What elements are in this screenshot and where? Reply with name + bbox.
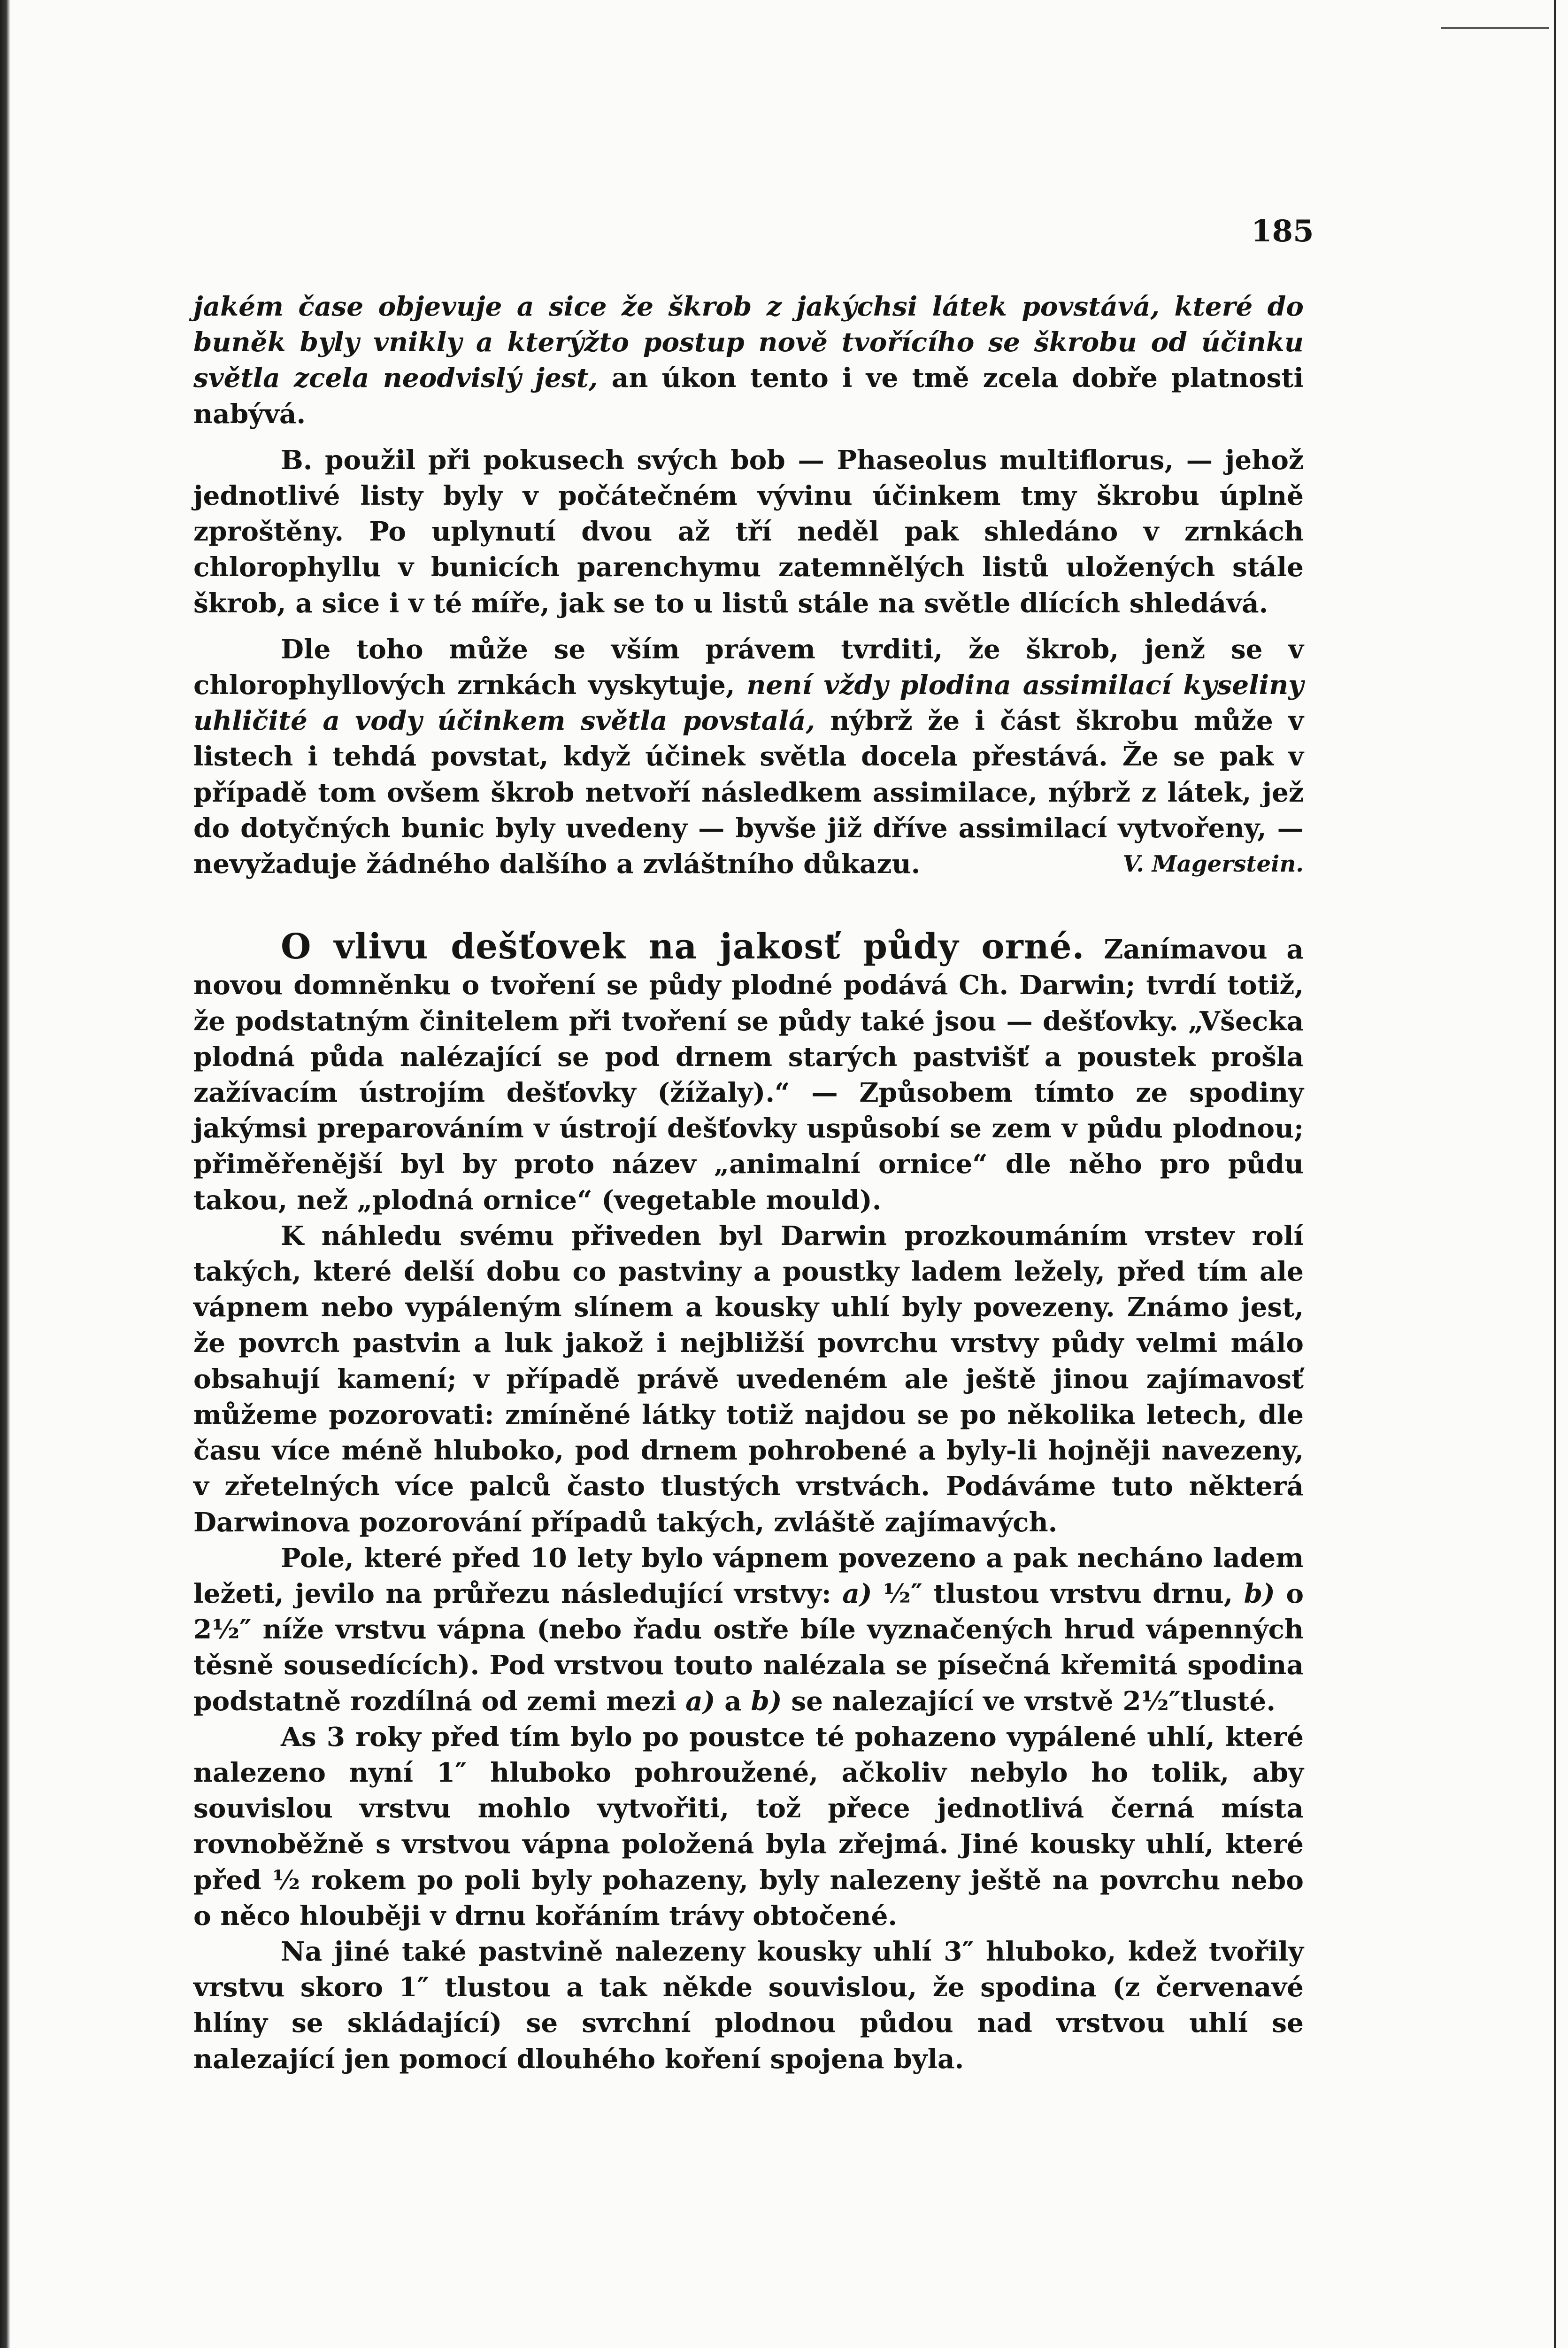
measure-one-inch: 1″ [436,1757,467,1788]
paragraph-3-start: Dle toho může se vším právem tvrditi, že škrob, jenž se v chlorophyllových zrnkách vyskytuje, [193,633,1304,701]
paragraph-phaseolus: B. použil při pokusech svých bob — Phaseolus multiflorus, — jehož jednotlivé listy byly v počátečném vývinu účinkem tmy škrobu úplně zproštěny. Po uplynutí dvou až tří neděl pak shledáno v zrnkách chlorophyllu v bunicích parenchymu zatemnělých listů uložených stále škrob, a sice i v té míře, jak se to u listů stále na světle dlících shledává. [193,444,1304,619]
label-a: a) [842,1578,872,1609]
paragraph-continuation [193,289,1304,432]
page-body [193,289,1304,2077]
measure-half-inch: ½″ [883,1578,923,1609]
text-run: níže vrstvu vápna (nebo řadu ostře bíle vyznačených hrud vápenných těsně sousedících). Pod vrstvou touto nalézala se písečná křemitá spodina podstatně rozdílná od zemi mezi [193,1614,1304,1717]
section-intro [193,929,1304,1218]
text-run: tlustou vrstvu drnu, [933,1578,1233,1609]
text-run: hluboko, kdež tvořily vrstvu skoro [193,1936,1304,2003]
scan-right-edge [1554,0,1556,2348]
measure-one-inch: 1″ [399,1972,429,2003]
scan-left-edge [0,0,10,2348]
text-run: tlusté. [1180,1685,1276,1717]
section-heading: O vlivu dešťovek na jakosť půdy orné. [281,927,1085,967]
text-run: se nalezající ve vrstvě [791,1685,1114,1717]
text-run: a [724,1685,742,1717]
paragraph-coal [193,1719,1304,1934]
paragraph-1-italic: jakém čase objevuje a sice že škrob z jakýchsi látek povstává, které do buněk byly vnikly a kterýžto postup nově tvořícího se škrobu od účinku světla zcela neodvislý jest, [193,291,1304,394]
text-run: tlustou a tak někde souvislou, že spodina (z červenavé hlíny se skládající) se svrchní plodnou půdou nad vrstvou uhlí se nalezající jen pomocí dlouhého koření spojena byla. [193,1972,1304,2075]
measure-half: ½ [272,1864,300,1896]
label-a: a) [685,1685,715,1717]
section-intro-text: Zanímavou a novou domněnku o tvoření se půdy plodné podává Ch. Darwin; tvrdí totiž, že podstatným činitelem při tvoření se půdy také jsou — dešťovky. „Všecka plodná půda nalézající se pod drnem starých pastvišť a poustek prošla zažívacím ústrojím dešťovky (žížaly).“ — Způsobem tímto ze spodiny jakýmsi preparováním v ústrojí dešťovky uspůsobí se zem v půdu plodnou; přiměřenější byl by proto název „animalní ornice“ dle něho pro půdu takou, než „plodná ornice“ (vegetable mould). [193,934,1304,1216]
paragraph-3-rest: nýbrž že i část škrobu může v listech i tehdá povstat, když účinek světla docela přestává. Že se pak v případě tom ovšem škrob netvoří následkem assimilace, nýbrž z látek, jež do dotyčných bunic byly uvedeny — byvše již dříve assimilací vytvořeny, — nevyžaduje žádného dalšího a zvláštního důkazu. [193,705,1304,880]
measure-two-half-inch: 2½″ [193,1614,252,1645]
label-b: b) [1244,1578,1275,1609]
text-run: rokem po poli byly pohazeny, byly nalezeny ještě na povrchu nebo o něco hlouběji v drnu kořáním trávy obtočené. [193,1864,1304,1931]
paragraph-other-pasture [193,1934,1304,2077]
paragraph-3-italic: není vždy plodina assimilací kyseliny uhličité a vody účinkem světla povstalá, [193,670,1304,737]
text-run: hluboko pohroužené, ačkoliv nebylo ho tolik, aby souvislou vrstvu mohlo vytvořiti, tož přece jednotlivá černá místa rovnoběžně s vrstvou vápna položená byla zřejmá. Jiné kousky uhlí, které před [193,1757,1304,1896]
measure-two-half-inch: 2½″ [1122,1685,1181,1717]
paragraph-darwin-view: K náhledu svému přiveden byl Darwin prozkoumáním vrstev rolí takých, které delší dobu co pastviny a poustky ladem ležely, před tím ale vápnem nebo vypáleným slínem a kousky uhlí byly povezeny. Známo jest, že povrch pastvin a luk jakož i nejbližší povrchu vrstvy půdy velmi málo obsahují kamení; v případě právě uvedeném ale ještě jinou zajímavosť můžeme pozorovati: zmíněné látky totiž najdou se po několika letech, dle času více méně hluboko, pod drnem pohrobené a byly-li hojněji navezeny, v zřetelných více palců často tlustých vrstvách. Podáváme tuto některá Darwinova pozorování případů takých, zvláště zajímavých. [193,1220,1304,1538]
label-b: b) [751,1685,782,1717]
paragraph-1-rest: an úkon tento i ve tmě zcela dobře platnosti nabývá. [193,363,1304,430]
paragraph-conclusion [193,632,1304,882]
measure-three-inch: 3″ [944,1936,974,1967]
page-number: 185 [1251,214,1314,249]
text-run: Na jiné také pastvině nalezeny kousky uhlí [281,1936,932,1967]
paragraph-field-layers [193,1540,1304,1719]
author-signature: V. Magerstein. [1122,851,1304,878]
text-run: As 3 roky před tím bylo po poustce té pohazeno vypálené uhlí, které nalezeno nyní [193,1721,1304,1788]
text-run: Pole, které před 10 lety bylo vápnem povezeno a pak necháno ladem ležeti, jevilo na průřezu následující vrstvy: [193,1542,1304,1609]
text-run: o [1286,1578,1304,1609]
scan-corner-mark [1441,27,1549,29]
